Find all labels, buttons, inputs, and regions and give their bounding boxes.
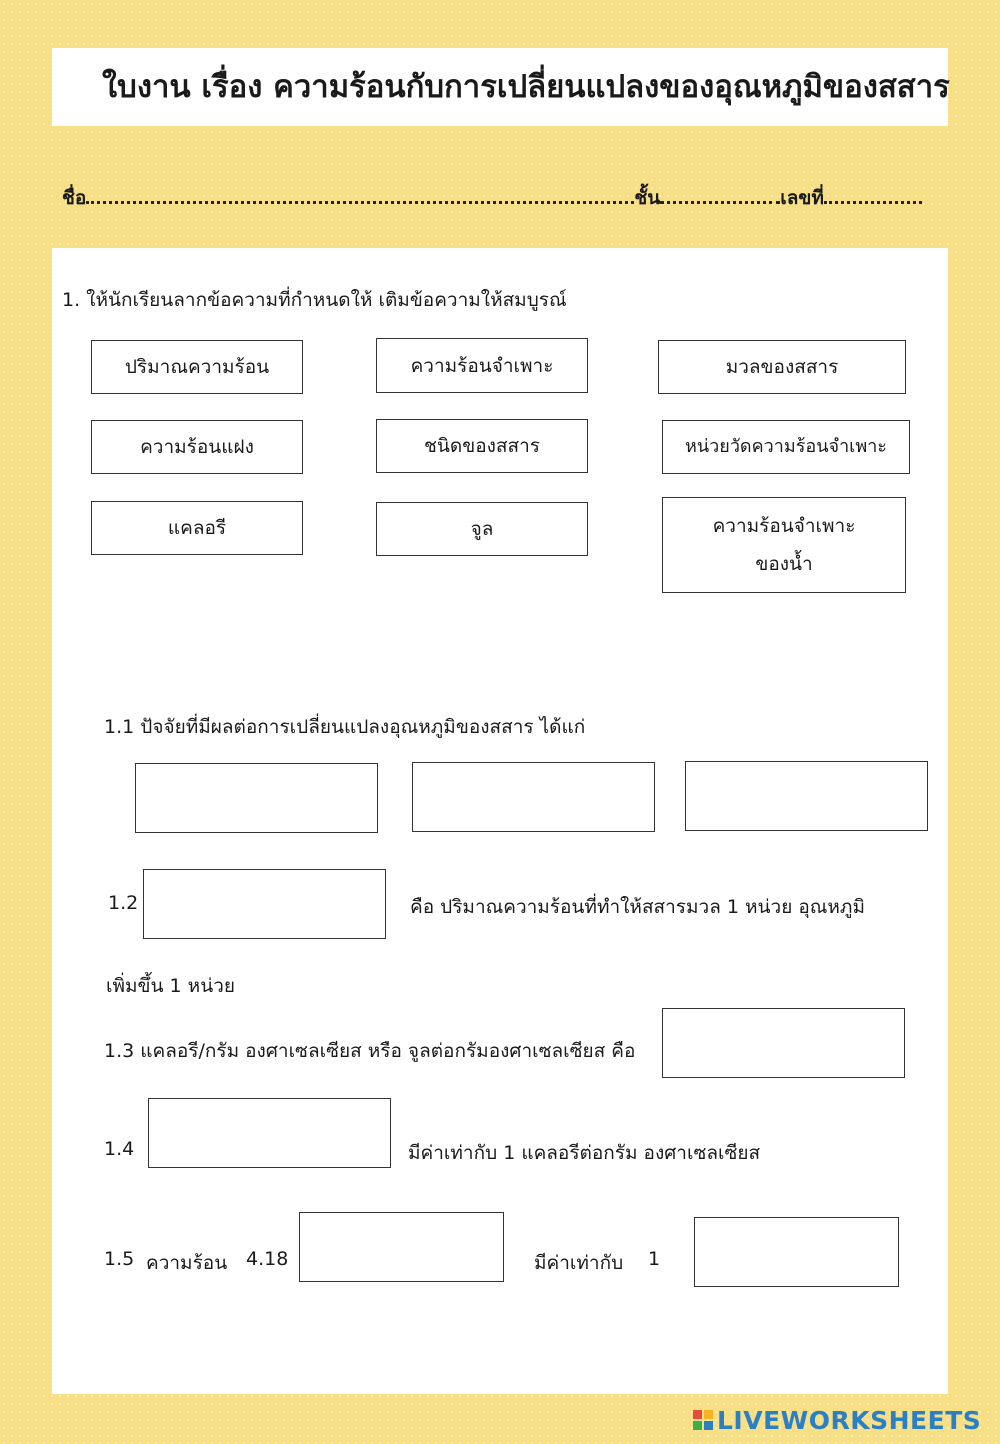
question-1-2-continued: เพิ่มขึ้น 1 หน่วย — [106, 975, 236, 997]
question-1-5-one: 1 — [648, 1248, 661, 1270]
word-card[interactable]: มวลของสสาร — [658, 340, 906, 394]
answer-box-1-5b[interactable] — [694, 1217, 899, 1287]
class-label: ชั้น — [634, 187, 661, 209]
question-1-5-equals: มีค่าเท่ากับ — [534, 1252, 624, 1274]
answer-box-1-3[interactable] — [662, 1008, 905, 1078]
word-card[interactable]: ความร้อนจำเพาะ ของน้ำ — [662, 497, 906, 593]
instruction-text: 1. ให้นักเรียนลากข้อความที่กำหนดให้ เติมข้อความให้สมบูรณ์ — [62, 289, 567, 311]
number-blank — [824, 187, 922, 204]
question-1-4-text: มีค่าเท่ากับ 1 แคลอรีต่อกรัม องศาเซลเซียส — [408, 1142, 761, 1164]
name-blank — [86, 187, 634, 204]
word-card[interactable]: หน่วยวัดความร้อนจำเพาะ — [662, 420, 910, 474]
student-info-line — [62, 183, 942, 213]
word-card[interactable]: แคลอรี — [91, 501, 303, 555]
word-card[interactable]: ความร้อนจำเพาะ — [376, 338, 588, 393]
answer-box-1-4[interactable] — [148, 1098, 391, 1168]
brand-squares-icon — [693, 1410, 713, 1430]
number-label: เลขที่ — [780, 187, 824, 209]
title-box — [52, 48, 948, 126]
question-1-4-number: 1.4 — [104, 1138, 135, 1160]
answer-box-1-1c[interactable] — [685, 761, 928, 831]
word-card[interactable]: ปริมาณความร้อน — [91, 340, 303, 394]
brand-name: LIVEWORKSHEETS — [717, 1405, 982, 1435]
answer-box-1-2[interactable] — [143, 869, 386, 939]
question-1-1: 1.1 ปัจจัยที่มีผลต่อการเปลี่ยนแปลงอุณหภูมิของสสาร ได้แก่ — [104, 716, 586, 738]
question-1-5-number: 1.5 — [104, 1248, 135, 1270]
name-label: ชื่อ — [62, 187, 87, 209]
word-card[interactable]: จูล — [376, 502, 588, 556]
question-1-2-number: 1.2 — [108, 892, 139, 914]
liveworksheets-logo[interactable] — [693, 1405, 981, 1435]
class-blank — [660, 187, 780, 204]
question-1-2-text: คือ ปริมาณความร้อนที่ทำให้สสารมวล 1 หน่วย อุณหภูมิ — [410, 896, 865, 918]
page-title: ใบงาน เรื่อง ความร้อนกับการเปลี่ยนแปลงของอุณหภูมิของสสาร — [102, 69, 950, 105]
word-card[interactable]: ชนิดของสสาร — [376, 419, 588, 473]
answer-box-1-1b[interactable] — [412, 762, 655, 832]
question-1-5-value: 4.18 — [246, 1248, 289, 1270]
question-1-3: 1.3 แคลอรี/กรัม องศาเซลเซียส หรือ จูลต่อกรัมองศาเซลเซียส คือ — [104, 1040, 636, 1062]
question-1-5-label: ความร้อน — [146, 1252, 228, 1274]
word-card[interactable]: ความร้อนแฝง — [91, 420, 303, 474]
answer-box-1-5a[interactable] — [299, 1212, 504, 1282]
answer-box-1-1a[interactable] — [135, 763, 378, 833]
